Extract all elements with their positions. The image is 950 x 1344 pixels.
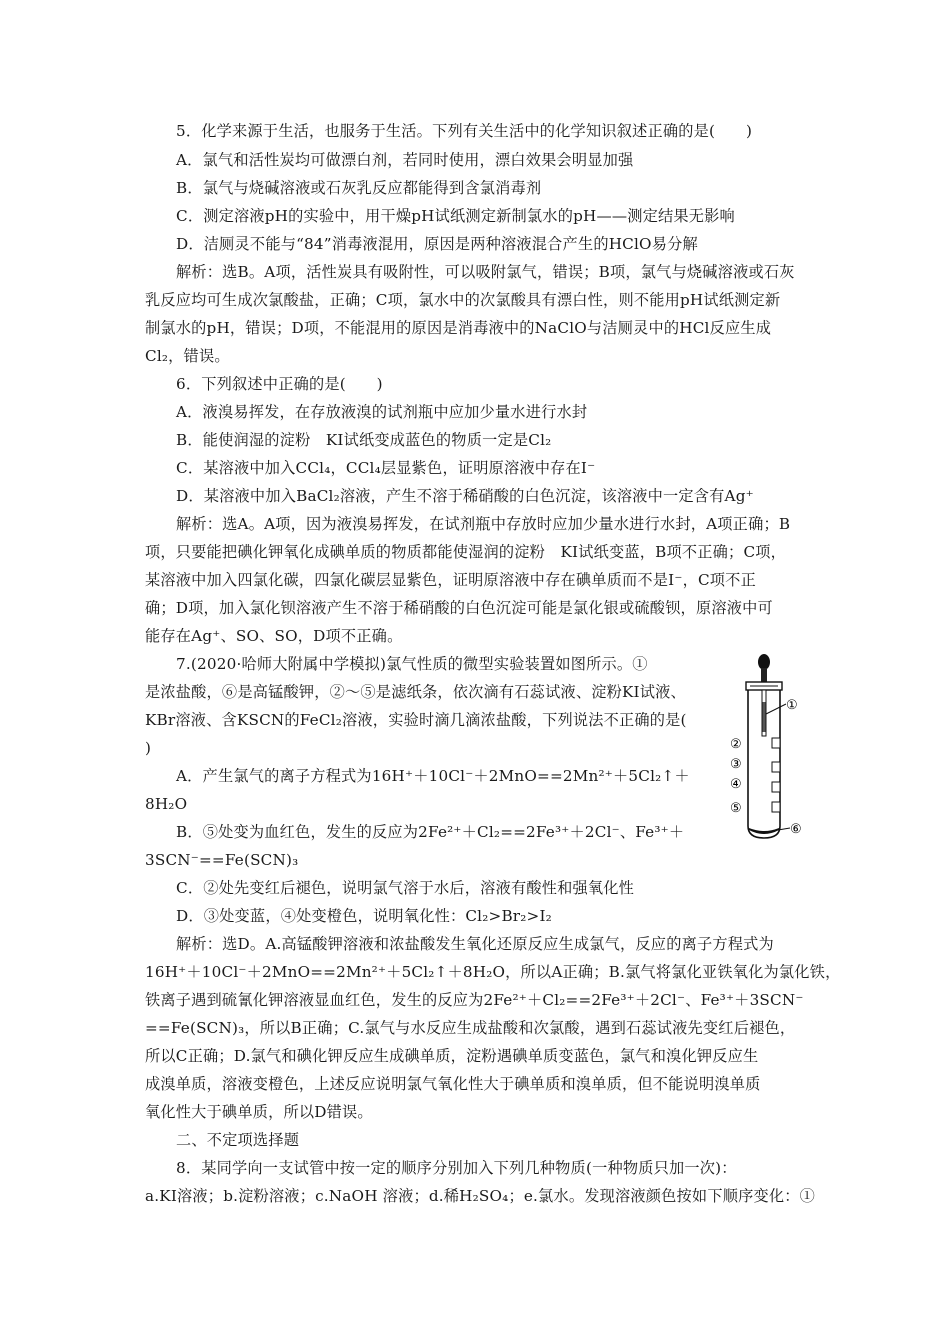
- q5-analysis-line: 乳反应均可生成次氯酸盐，正确；C项，氯水中的次氯酸具有漂白性，则不能用pH试纸测定新: [145, 291, 781, 309]
- q6-analysis-line: 能存在Ag⁺、SO、SO，D项不正确。: [145, 627, 403, 645]
- q7-stem-line: KBr溶液、含KSCN的FeCl₂溶液，实验时滴几滴浓盐酸，下列说法不正确的是(: [145, 711, 687, 729]
- q7-option-c: C．②处先变红后褪色，说明氯气溶于水后，溶液有酸性和强氧化性: [176, 879, 635, 897]
- q6-option-c: C．某溶液中加入CCl₄，CCl₄层显紫色，证明原溶液中存在I⁻: [176, 459, 596, 477]
- q8-stem-line: 8．某同学向一支试管中按一定的顺序分别加入下列几种物质(一种物质只加一次)：: [176, 1159, 737, 1177]
- q5-option-c: C．测定溶液pH的实验中，用干燥pH试纸测定新制氯水的pH——测定结果无影响: [176, 207, 735, 225]
- label-5: ⑤: [730, 801, 742, 816]
- experiment-apparatus-figure: [728, 652, 820, 842]
- q7-stem-line: 是浓盐酸，⑥是高锰酸钾，②～⑤是滤纸条，依次滴有石蕊试液、淀粉KI试液、: [145, 683, 686, 701]
- q6-analysis-line: 解析：选A。A项，因为液溴易挥发，在试剂瓶中存放时应加少量水进行水封，A项正确；B: [176, 515, 791, 533]
- q5-analysis-line: Cl₂，错误。: [145, 347, 230, 365]
- q7-stem-line: 7.(2020·哈师大附属中学模拟)氯气性质的微型实验装置如图所示。①: [176, 655, 648, 673]
- q5-stem: 5．化学来源于生活，也服务于生活。下列有关生活中的化学知识叙述正确的是( ): [176, 122, 753, 140]
- q6-option-b: B．能使润湿的淀粉 KI试纸变成蓝色的物质一定是Cl₂: [176, 431, 552, 449]
- q6-option-d: D．某溶液中加入BaCl₂溶液，产生不溶于稀硝酸的白色沉淀，该溶液中一定含有Ag⁺: [176, 487, 754, 505]
- q7-analysis-line: 所以C正确；D.氯气和碘化钾反应生成碘单质，淀粉遇碘单质变蓝色，氯气和溴化钾反应生: [145, 1047, 759, 1065]
- label-2: ②: [730, 737, 742, 752]
- q7-option-b-cont: 3SCN⁻==Fe(SCN)₃: [145, 851, 299, 869]
- q7-option-a-cont: 8H₂O: [145, 795, 188, 813]
- label-6: ⑥: [790, 822, 802, 837]
- q7-analysis-line: ==Fe(SCN)₃，所以B正确；C.氯气与水反应生成盐酸和次氯酸，遇到石蕊试液先变红后褪色，: [145, 1019, 796, 1037]
- potassium-permanganate: [749, 828, 779, 834]
- q5-option-b: B．氯气与烧碱溶液或石灰乳反应都能得到含氯消毒剂: [176, 179, 542, 197]
- q6-analysis-line: 项，只要能把碘化钾氧化成碘单质的物质都能使湿润的淀粉 KI试纸变蓝，B项不正确；C项，: [145, 543, 787, 561]
- label-3: ③: [730, 757, 742, 772]
- q7-analysis-line: 氧化性大于碘单质，所以D错误。: [145, 1103, 373, 1121]
- q6-analysis-line: 某溶液中加入四氯化碳，四氯化碳层显紫色，证明原溶液中存在碘单质而不是I⁻，C项不正: [145, 571, 756, 589]
- q7-option-a: A．产生氯气的离子方程式为16H⁺＋10Cl⁻＋2MnO==2Mn²⁺＋5Cl₂↑＋: [176, 767, 690, 785]
- filter-strip-4: [772, 782, 780, 792]
- dropper-bulb: [758, 654, 770, 670]
- q5-option-d: D．洁厕灵不能与“84”消毒液混用，原因是两种溶液混合产生的HClO易分解: [176, 235, 698, 253]
- q7-analysis-line: 成溴单质，溶液变橙色，上述反应说明氯气氧化性大于碘单质和溴单质，但不能说明溴单质: [145, 1075, 761, 1093]
- q5-option-a: A．氯气和活性炭均可做漂白剂，若同时使用，漂白效果会明显加强: [176, 151, 634, 169]
- q6-stem: 6．下列叙述中正确的是( ): [176, 375, 383, 393]
- q7-option-b: B．⑤处变为血红色，发生的反应为2Fe²⁺＋Cl₂==2Fe³⁺＋2Cl⁻、Fe³⁺＋: [176, 823, 685, 841]
- section-heading: 二、不定项选择题: [176, 1131, 300, 1149]
- label-4: ④: [730, 777, 742, 792]
- q7-analysis-line: 铁离子遇到硫氰化钾溶液显血红色，发生的反应为2Fe²⁺＋Cl₂==2Fe³⁺＋2Cl⁻、Fe³⁺＋3SCN⁻: [145, 991, 804, 1009]
- q8-stem-line: a.KI溶液；b.淀粉溶液；c.NaOH 溶液；d.稀H₂SO₄；e.氯水。发现溶液颜色按如下顺序变化：①: [145, 1187, 816, 1205]
- q5-analysis-line: 制氯水的pH，错误；D项，不能混用的原因是消毒液中的NaClO与洁厕灵中的HCl反应生成: [145, 319, 772, 337]
- q7-option-d: D．③处变蓝，④处变橙色，说明氧化性：Cl₂>Br₂>I₂: [176, 907, 552, 925]
- label-1: ①: [786, 698, 798, 713]
- q5-analysis-line: 解析：选B。A项，活性炭具有吸附性，可以吸附氯气，错误；B项，氯气与烧碱溶液或石灰: [176, 263, 795, 281]
- q7-stem-line: ): [145, 739, 152, 757]
- filter-strip-3: [772, 762, 780, 772]
- dropper-neck: [761, 668, 767, 682]
- q7-analysis-line: 解析：选D。A.高锰酸钾溶液和浓盐酸发生氧化还原反应生成氯气，反应的离子方程式为: [176, 935, 774, 953]
- filter-strip-2: [772, 738, 780, 748]
- q7-analysis-line: 16H⁺＋10Cl⁻＋2MnO==2Mn²⁺＋5Cl₂↑＋8H₂O，所以A正确；B.氯气将氯化亚铁氧化为氯化铁，: [145, 963, 841, 981]
- q6-option-a: A．液溴易挥发，在存放液溴的试剂瓶中应加少量水进行水封: [176, 403, 588, 421]
- filter-strip-5: [772, 802, 780, 812]
- q6-analysis-line: 确；D项，加入氯化钡溶液产生不溶于稀硝酸的白色沉淀可能是氯化银或硫酸钡，原溶液中可: [145, 599, 773, 617]
